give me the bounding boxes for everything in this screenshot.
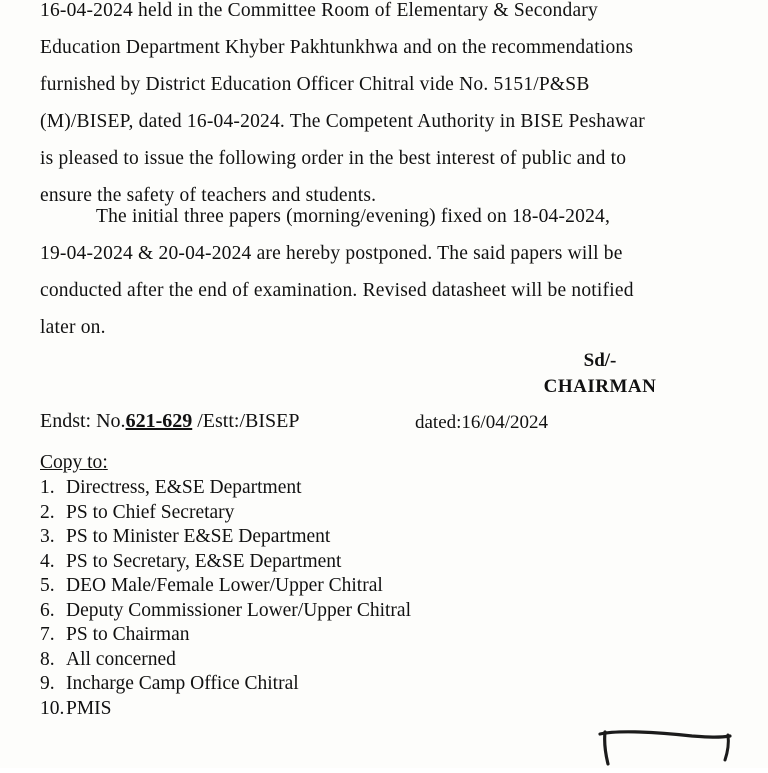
- list-item: [40, 697, 411, 722]
- list-item-label: PS to Chairman: [66, 624, 190, 645]
- signature-designation: CHAIRMAN: [543, 376, 657, 397]
- list-item-label: Incharge Camp Office Chitral: [66, 673, 299, 694]
- endorsement-suffix: /Estt:/BISEP: [192, 410, 300, 432]
- list-item-label: PS to Minister E&SE Department: [66, 526, 331, 547]
- paragraph2-line-2: 19-04-2024 & 20-04-2024 are hereby postponed. The said papers will be: [40, 243, 623, 264]
- list-item-index: 5.: [40, 575, 55, 596]
- paragraph1-line-6: ensure the safety of teachers and students.: [40, 185, 377, 206]
- list-item-label: PMIS: [66, 697, 112, 719]
- list-item: [40, 476, 411, 501]
- endorsement-prefix: Endst: No.: [40, 410, 126, 432]
- signature-block: [530, 348, 670, 400]
- list-item-index: 9.: [40, 673, 55, 694]
- endorsement-date: dated:16/04/2024: [415, 412, 548, 433]
- list-item-index: 1.: [40, 477, 55, 498]
- list-item-index: 2.: [40, 501, 55, 523]
- signature-sd-label: Sd/-: [583, 350, 617, 371]
- paragraph1-line-5: is pleased to issue the following order in the best interest of public and to: [40, 148, 627, 169]
- copy-to-heading-text: Copy to: [40, 452, 103, 473]
- list-item-label: DEO Male/Female Lower/Upper Chitral: [66, 575, 383, 596]
- paragraph2-line-1-text: The initial three papers (morning/evening) fixed on 18-04-2024,: [96, 206, 611, 227]
- paragraph1-line-1: 16-04-2024 held in the Committee Room of Elementary & Secondary: [40, 0, 598, 21]
- paragraph1-line-3: furnished by District Education Officer Chitral vide No. 5151/P&SB: [40, 74, 590, 95]
- list-item: [40, 623, 411, 648]
- list-item-label: Directress, E&SE Department: [66, 477, 302, 498]
- list-item-index: 7.: [40, 624, 55, 645]
- paragraph2-line-4: later on.: [40, 317, 106, 338]
- endorsement-number-line: [40, 410, 299, 433]
- copy-to-list: [40, 476, 411, 721]
- copy-to-heading-colon: :: [102, 452, 108, 473]
- paragraph1-line-2: Education Department Khyber Pakhtunkhwa and on the recommendations: [40, 37, 634, 58]
- list-item-index: 8.: [40, 648, 55, 670]
- list-item: [40, 599, 411, 624]
- list-item: [40, 501, 411, 526]
- list-item-index: 4.: [40, 550, 55, 572]
- list-item-label: Deputy Commissioner Lower/Upper Chitral: [66, 599, 411, 621]
- list-item-index: 3.: [40, 526, 55, 547]
- list-item: [40, 550, 411, 575]
- list-item-index: 6.: [40, 599, 55, 621]
- copy-to-heading: [40, 452, 108, 474]
- endorsement-number: 621-629: [125, 410, 193, 432]
- handwritten-signature-mark-icon: [596, 726, 736, 768]
- list-item-label: PS to Chief Secretary: [66, 501, 235, 523]
- list-item-label: PS to Secretary, E&SE Department: [66, 550, 342, 572]
- paragraph2-line-3: conducted after the end of examination. Revised datasheet will be notified: [40, 280, 634, 301]
- paragraph1-line-4: (M)/BISEP, dated 16-04-2024. The Competent Authority in BISE Peshawar: [40, 111, 645, 132]
- list-item-index: 10.: [40, 697, 65, 719]
- paragraph2-line-1: [40, 198, 680, 235]
- list-item: [40, 525, 411, 550]
- list-item: [40, 574, 411, 599]
- paragraph-postponement: [40, 198, 680, 346]
- paragraph-order-preamble: [40, 0, 680, 214]
- list-item: [40, 648, 411, 673]
- list-item-label: All concerned: [66, 648, 176, 670]
- list-item: [40, 672, 411, 697]
